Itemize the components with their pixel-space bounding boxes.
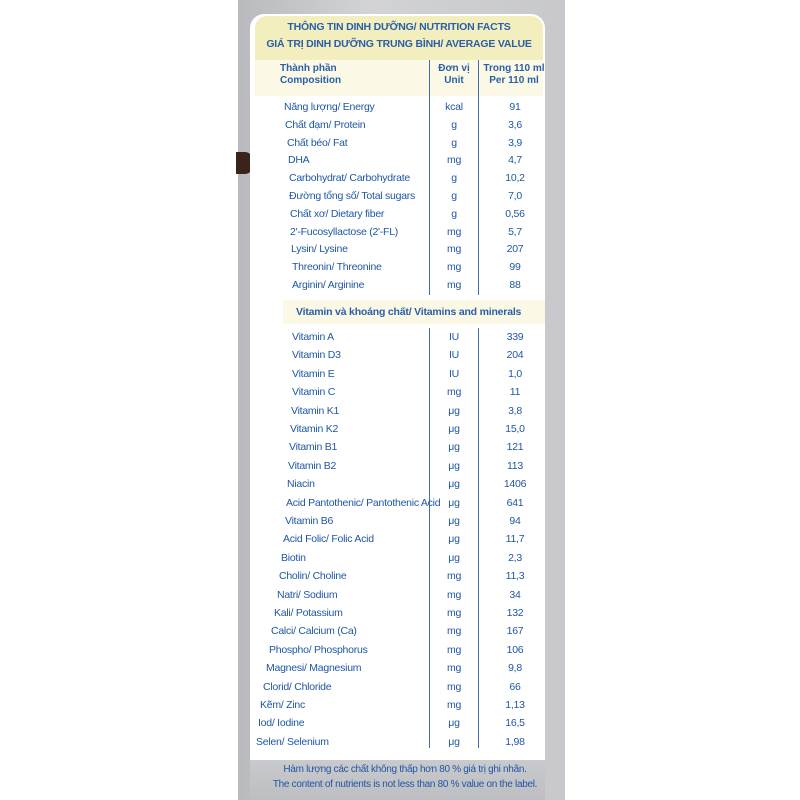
table-row [0,223,800,241]
nutrient-value: 11,3 [505,570,525,583]
nutrient-unit: mg [446,386,462,399]
nutrient-value: 99 [509,261,521,274]
nutrient-name: Vitamin D3 [292,349,341,362]
nutrient-value: 3,9 [508,136,522,149]
nutrient-unit: mg [446,680,462,693]
nutrient-value: 4,7 [508,154,522,167]
nutrient-value: 0,56 [505,207,525,220]
table-row [0,457,800,475]
nutrient-unit: mg [446,607,462,619]
table-row [0,169,800,187]
table-row [0,346,800,364]
nutrient-name: Vitamin C [292,386,336,399]
nutrient-name: Kẽm/ Zinc [260,699,306,711]
table-row [0,622,800,640]
table-row [0,494,800,512]
table-row [0,420,800,438]
column-value-en: Per 110 ml [489,75,539,86]
nutrient-unit: μg [448,533,460,546]
nutrient-value: 11,7 [505,533,525,546]
nutrient-unit: g [451,172,457,185]
nutrient-unit: IU [449,349,459,362]
nutrient-value: 7,0 [508,190,522,202]
nutrient-unit: g [451,190,457,202]
nutrient-value: 15,0 [505,423,525,435]
nutrient-value: 88 [509,279,521,291]
nutrient-value: 34 [509,588,521,601]
nutrient-name: Vitamin K2 [290,423,339,435]
nutrient-unit: μg [448,735,460,748]
nutrient-unit: μg [448,496,460,509]
nutrient-value: 121 [506,441,524,454]
table-row [0,383,800,401]
table-row [0,586,800,604]
table-row [0,402,800,420]
nutrient-name: Năng lượng/ Energy [284,101,375,113]
column-value-vi: Trong 110 ml [483,63,545,74]
nutrient-name: 2'-Fucosyllactose (2'-FL) [290,225,399,238]
table-row [0,240,800,258]
nutrient-unit: μg [448,551,460,564]
section-title: Vitamin và khoáng chất/ Vitamins and minerals [296,306,522,318]
column-composition-vi: Thành phần [280,63,337,74]
nutrient-name: DHA [288,154,310,167]
table-row [0,714,800,732]
nutrient-value: 207 [506,243,524,256]
nutrient-name: Phospho/ Phosphorus [269,643,368,656]
nutrient-unit: mg [446,625,462,638]
nutrient-value: 2,3 [508,551,522,564]
nutrient-unit: mg [446,154,462,167]
nutrient-unit: mg [446,570,462,583]
nutrient-name: Đường tổng số/ Total sugars [289,190,416,202]
nutrient-value: 167 [506,625,524,638]
nutrient-value: 94 [509,515,521,527]
table-row [0,116,800,134]
table-row [0,475,800,493]
nutrient-value: 9,8 [508,662,522,675]
table-row [0,549,800,567]
nutrient-unit: IU [449,367,459,380]
nutrient-name: Acid Folic/ Folic Acid [283,533,374,546]
nutrient-value: 1,0 [508,367,522,380]
nutrient-unit: μg [448,478,460,491]
table-row [0,438,800,456]
nutrient-name: Vitamin K1 [291,404,340,417]
nutrient-value: 1,13 [505,699,525,711]
column-unit-en: Unit [444,75,464,86]
nutrient-value: 339 [506,331,524,343]
nutrient-value: 113 [507,459,523,472]
footer-note-vi: Hàm lượng các chất không thấp hơn 80 % giá trị ghi nhãn. [283,764,527,775]
nutrient-unit: μg [448,441,460,454]
nutrient-value: 106 [506,643,524,656]
nutrient-name: Calci/ Calcium (Ca) [271,625,357,638]
nutrient-unit: μg [448,459,460,472]
nutrient-unit: mg [446,699,462,711]
nutrient-value: 132 [506,607,524,619]
nutrient-value: 3,6 [508,118,522,131]
nutrient-unit: mg [446,662,462,675]
table-row [0,641,800,659]
nutrient-name: Chất đạm/ Protein [285,118,366,131]
nutrient-value: 66 [509,680,521,693]
table-row [0,276,800,294]
nutrient-unit: g [451,207,457,220]
nutrient-unit: μg [448,717,460,730]
nutrient-unit: mg [446,225,462,238]
nutrient-value: 204 [506,349,524,362]
nutrient-name: Kali/ Potassium [274,607,343,619]
nutrient-unit: mg [446,243,462,256]
nutrient-name: Vitamin B6 [285,515,334,527]
nutrient-name: Natri/ Sodium [277,588,338,601]
nutrient-name: Niacin [287,478,315,491]
nutrient-unit: g [451,118,457,131]
table-row [0,512,800,530]
nutrient-name: Carbohydrat/ Carbohydrate [289,172,410,185]
table-row [0,733,800,751]
nutrient-value: 5,7 [508,225,522,238]
table-row [0,98,800,116]
table-row [0,604,800,622]
table-row [0,696,800,714]
nutrient-unit: g [451,136,457,149]
table-row [0,567,800,585]
nutrient-value: 91 [509,101,521,113]
table-row [0,328,800,346]
table-row [0,659,800,677]
nutrient-unit: μg [448,515,460,527]
nutrient-value: 3,8 [508,404,522,417]
nutrient-name: Biotin [281,551,306,564]
table-row [0,187,800,205]
nutrient-name: Vitamin B2 [288,459,337,472]
table-row [0,365,800,383]
nutrient-value: 10,2 [505,172,525,185]
nutrient-unit: μg [448,404,460,417]
table-row [0,258,800,276]
nutrient-unit: μg [448,423,460,435]
nutrient-name: Vitamin B1 [289,441,338,454]
nutrient-value: 1,98 [505,735,525,748]
table-row [0,678,800,696]
nutrient-name: Lysin/ Lysine [291,243,348,256]
nutrient-name: Clorid/ Chloride [263,680,332,693]
nutrient-name: Acid Pantothenic/ Pantothenic Acid [286,496,441,509]
nutrient-unit: mg [446,279,462,291]
nutrient-value: 641 [506,496,524,509]
header-title-2: GIÁ TRỊ DINH DƯỠNG TRUNG BÌNH/ AVERAGE VALUE [266,38,532,50]
table-row [0,151,800,169]
column-composition-en: Composition [280,75,342,86]
nutrient-name: Cholin/ Choline [279,570,347,583]
header-title-1: THÔNG TIN DINH DƯỠNG/ NUTRITION FACTS [287,21,511,33]
nutrient-unit: kcal [445,101,463,113]
nutrient-name: Iod/ Iodine [258,717,305,730]
nutrient-name: Threonin/ Threonine [292,261,382,274]
nutrient-name: Vitamin A [292,331,334,343]
nutrient-name: Chất béo/ Fat [287,136,348,149]
nutrient-value: 1406 [503,478,527,491]
table-row [0,205,800,223]
footer-note-en: The content of nutrients is not less than 80 % value on the label. [272,779,538,790]
nutrient-name: Selen/ Selenium [256,735,329,748]
nutrient-unit: mg [446,588,462,601]
nutrient-unit: IU [449,331,459,343]
nutrient-name: Chất xơ/ Dietary fiber [290,207,385,220]
nutrient-value: 11 [509,386,521,399]
table-row [0,134,800,152]
nutrient-name: Vitamin E [292,367,335,380]
nutrient-name: Arginin/ Arginine [292,279,365,291]
nutrient-unit: mg [446,643,462,656]
nutrient-unit: mg [446,261,462,274]
nutrient-value: 16,5 [505,717,525,730]
nutrient-name: Magnesi/ Magnesium [266,662,362,675]
column-unit-vi: Đơn vị [438,63,470,74]
table-row [0,530,800,548]
